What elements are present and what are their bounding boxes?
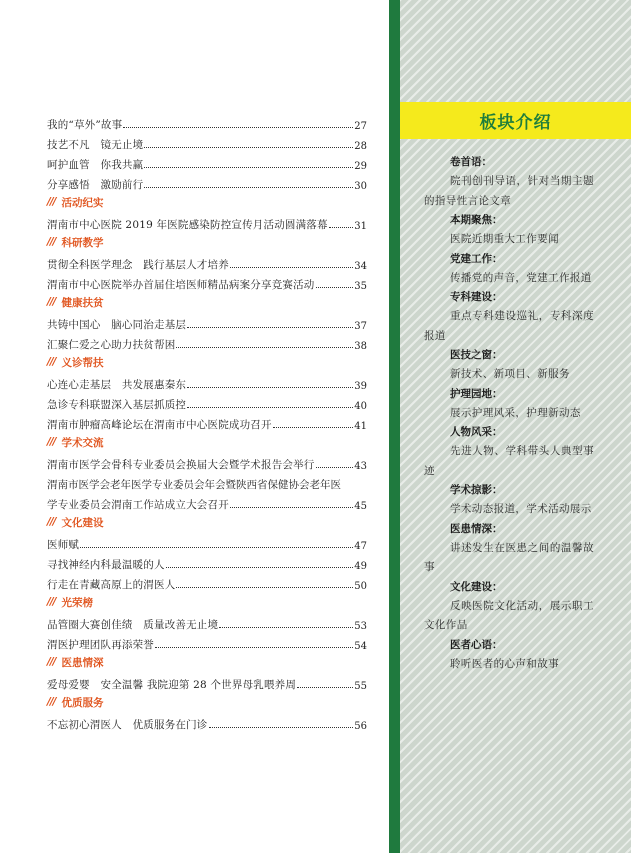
toc-page-number: 56	[354, 721, 367, 732]
section-intro-desc: 医院近期重大工作要闻	[450, 233, 559, 245]
section-intro-item	[424, 346, 594, 385]
toc-entry-title: 心连心走基层 共发展惠秦东	[47, 379, 187, 391]
section-intro-desc: 讲述发生在医患之间的温馨故事	[424, 541, 594, 573]
toc-section-title: 光荣榜	[61, 596, 94, 609]
toc-entry[interactable]	[47, 252, 367, 272]
section-intro-desc: 重点专科建设巡礼，专科深度报道	[424, 310, 594, 342]
section-intro-desc: 反映医院文化活动，展示职工文化作品	[424, 599, 594, 631]
dot-leader	[166, 561, 354, 568]
toc-page-number: 31	[354, 221, 367, 232]
toc-entry[interactable]	[47, 272, 367, 292]
section-slash-mark: ///	[47, 656, 56, 668]
dot-leader	[297, 681, 353, 688]
section-intro-title: 文化建设：	[450, 580, 503, 593]
toc-section-heading	[47, 192, 367, 212]
section-intro-item	[424, 481, 594, 520]
toc-section-heading	[47, 652, 367, 672]
section-slash-mark: ///	[47, 296, 56, 308]
toc-entry-title: 不忘初心渭医人 优质服务在门诊	[47, 719, 208, 731]
toc-entry[interactable]	[47, 712, 367, 732]
toc-page-number: 55	[354, 681, 367, 692]
section-intro-title: 学术掠影：	[450, 484, 503, 496]
toc-section-heading	[47, 292, 367, 312]
section-slash-mark: ///	[47, 356, 56, 368]
toc-page-number: 27	[354, 121, 367, 132]
section-intro-title: 医患情深：	[450, 522, 503, 535]
toc-entry[interactable]	[47, 392, 367, 412]
toc-entry-title: 品管圈大赛创佳绩 质量改善无止境	[47, 619, 219, 631]
dot-leader	[176, 341, 353, 348]
section-intro-item	[424, 578, 594, 636]
section-intro-desc: 传播党的声音，党建工作报道	[450, 271, 592, 284]
toc-section-heading	[47, 592, 367, 612]
dot-leader	[187, 401, 353, 408]
section-intro-desc: 院刊创刊导语，针对当期主题的指导性言论文章	[424, 175, 594, 207]
section-intro-title: 专科建设：	[450, 291, 503, 303]
toc-entry[interactable]	[47, 452, 367, 472]
toc-entry-title: 技艺不凡 镜无止境	[47, 139, 144, 151]
panel-header	[400, 102, 631, 139]
toc-section-title: 健康扶贫	[61, 296, 104, 309]
dot-leader	[329, 221, 354, 228]
toc-page-number: 34	[354, 261, 367, 272]
toc-section-title: 医患情深	[61, 656, 104, 669]
section-intro-title: 本期聚焦：	[450, 214, 503, 226]
section-intro-desc: 聆听医者的心声和故事	[450, 657, 559, 670]
toc-entry-title: 渭医护理团队再添荣誉	[47, 639, 154, 651]
section-intro-desc: 新技术、新项目、新服务	[450, 368, 570, 380]
dot-leader	[155, 641, 353, 648]
toc-entry-title-continued: 学专业委员会渭南工作站成立大会召开	[47, 499, 229, 511]
toc-section-title: 科研教学	[61, 236, 104, 249]
toc-entry-title: 行走在青藏高原上的渭医人	[47, 579, 176, 591]
section-intro-item	[424, 520, 594, 578]
toc-entry[interactable]	[47, 632, 367, 652]
section-intro-item	[424, 385, 594, 424]
section-intro-item	[424, 288, 594, 346]
toc-entry-title: 渭南市中心医院举办首届住培医师精品病案分享竞赛活动	[47, 279, 315, 291]
toc-page-number: 28	[354, 141, 367, 152]
section-intro-title: 卷首语：	[450, 156, 492, 168]
section-intro-title: 医技之窗：	[450, 349, 503, 361]
toc-entry[interactable]	[47, 372, 367, 392]
section-intro-title: 人物风采：	[450, 426, 503, 438]
dot-leader	[80, 541, 353, 548]
dot-leader	[230, 501, 353, 508]
toc-entry[interactable]	[47, 172, 367, 192]
section-slash-mark: ///	[47, 596, 56, 608]
toc-entry[interactable]	[47, 532, 367, 552]
toc-page-number: 39	[354, 381, 367, 392]
dot-leader	[230, 261, 353, 268]
toc-section-title: 学术交流	[61, 436, 104, 449]
dot-leader	[144, 141, 353, 148]
dot-leader	[273, 421, 354, 428]
toc-entry-title: 寻找神经内科最温暖的人	[47, 559, 165, 571]
toc-entry[interactable]	[47, 152, 367, 172]
toc-page-number: 38	[354, 341, 367, 352]
section-intro-desc: 展示护理风采，护理新动态	[450, 406, 581, 419]
toc-entry-title: 贯彻全科医学理念 践行基层人才培养	[47, 259, 229, 271]
toc-page-number: 40	[354, 401, 367, 412]
toc-page-number: 49	[354, 561, 367, 572]
toc-section-heading	[47, 692, 367, 712]
toc-page-number: 29	[354, 161, 367, 172]
toc-page-number: 43	[354, 461, 367, 472]
toc-entry-continued[interactable]	[47, 492, 367, 512]
toc-entry-title: 渭南市肿瘤高峰论坛在渭南市中心医院成功召开	[47, 419, 272, 431]
toc-entry[interactable]	[47, 312, 367, 332]
dot-leader	[316, 281, 354, 288]
toc-section-heading	[47, 352, 367, 372]
toc-section-heading	[47, 512, 367, 532]
toc-entry-title: 渭南市医学会骨科专业委员会换届大会暨学术报告会举行	[47, 459, 315, 471]
toc-page-number: 37	[354, 321, 367, 332]
toc-entry[interactable]	[47, 212, 367, 232]
toc-entry-title: 爱母爱婴 安全温馨 我院迎第 28 个世界母乳喂养周	[47, 679, 297, 691]
section-slash-mark: ///	[47, 516, 56, 528]
section-intro-list	[424, 153, 594, 674]
section-intro-item	[424, 153, 594, 211]
toc-entry-title: 汇聚仁爱之心助力扶贫帮困	[47, 339, 176, 351]
toc-entry[interactable]	[47, 552, 367, 572]
toc-entry[interactable]	[47, 572, 367, 592]
toc-entry[interactable]	[47, 332, 367, 352]
section-slash-mark: ///	[47, 236, 56, 248]
dot-leader	[187, 381, 353, 388]
toc-entry-title: 分享感悟 激励前行	[47, 179, 144, 191]
toc-entry[interactable]	[47, 412, 367, 432]
table-of-contents	[47, 112, 367, 732]
toc-page-number: 53	[354, 621, 367, 632]
section-intro-title: 党建工作：	[450, 252, 503, 265]
toc-section-title: 优质服务	[61, 696, 104, 709]
toc-entry[interactable]	[47, 132, 367, 152]
toc-page-number: 50	[354, 581, 367, 592]
toc-section-title: 文化建设	[61, 516, 104, 529]
section-slash-mark: ///	[47, 696, 56, 708]
toc-entry-title: 呵护血管 你我共赢	[47, 159, 144, 171]
section-intro-item	[424, 636, 594, 675]
dot-leader	[144, 181, 353, 188]
toc-entry[interactable]	[47, 112, 367, 132]
toc-entry-title: 我的“草外”故事	[47, 119, 123, 131]
section-slash-mark: ///	[47, 196, 56, 208]
section-intro-title: 护理园地：	[450, 387, 503, 400]
dot-leader	[144, 161, 353, 168]
toc-entry-title: 医师赋	[47, 539, 80, 551]
toc-entry-title: 渭南市医学会老年医学专业委员会年会暨陕西省保健协会老年医	[47, 479, 341, 491]
dot-leader	[176, 581, 353, 588]
section-intro-title: 医者心语：	[450, 638, 503, 651]
toc-entry-title: 急诊专科联盟深入基层抓质控	[47, 399, 187, 411]
toc-section-title: 义诊帮扶	[61, 356, 104, 369]
toc-entry[interactable]	[47, 612, 367, 632]
section-intro-desc: 先进人物、学科带头人典型事迹	[424, 445, 594, 477]
toc-entry-title: 渭南市中心医院 2019 年医院感染防控宣传月活动圆满落幕	[47, 219, 328, 231]
toc-page-number: 54	[354, 641, 367, 652]
toc-page-number: 45	[354, 501, 367, 512]
section-slash-mark: ///	[47, 436, 56, 448]
section-intro-item	[424, 423, 594, 481]
dot-leader	[316, 461, 354, 468]
section-intro-item	[424, 211, 594, 250]
dot-leader	[209, 721, 354, 728]
toc-section-heading	[47, 432, 367, 452]
dot-leader	[219, 621, 353, 628]
section-intro-desc: 学术动态报道，学术活动展示	[450, 503, 592, 515]
toc-entry[interactable]	[47, 472, 367, 492]
toc-page-number: 35	[354, 281, 367, 292]
green-divider-bar	[389, 0, 400, 853]
toc-page-number: 47	[354, 541, 367, 552]
panel-header-title: 板块介绍	[479, 113, 552, 133]
toc-entry-title: 共铸中国心 脑心同治走基层	[47, 319, 187, 331]
section-intro-item	[424, 250, 594, 289]
toc-page-number: 41	[354, 421, 367, 432]
toc-section-heading	[47, 232, 367, 252]
toc-page-number: 30	[354, 181, 367, 192]
dot-leader	[123, 121, 353, 128]
dot-leader	[187, 321, 353, 328]
toc-entry[interactable]	[47, 672, 367, 692]
toc-section-title: 活动纪实	[61, 196, 104, 209]
